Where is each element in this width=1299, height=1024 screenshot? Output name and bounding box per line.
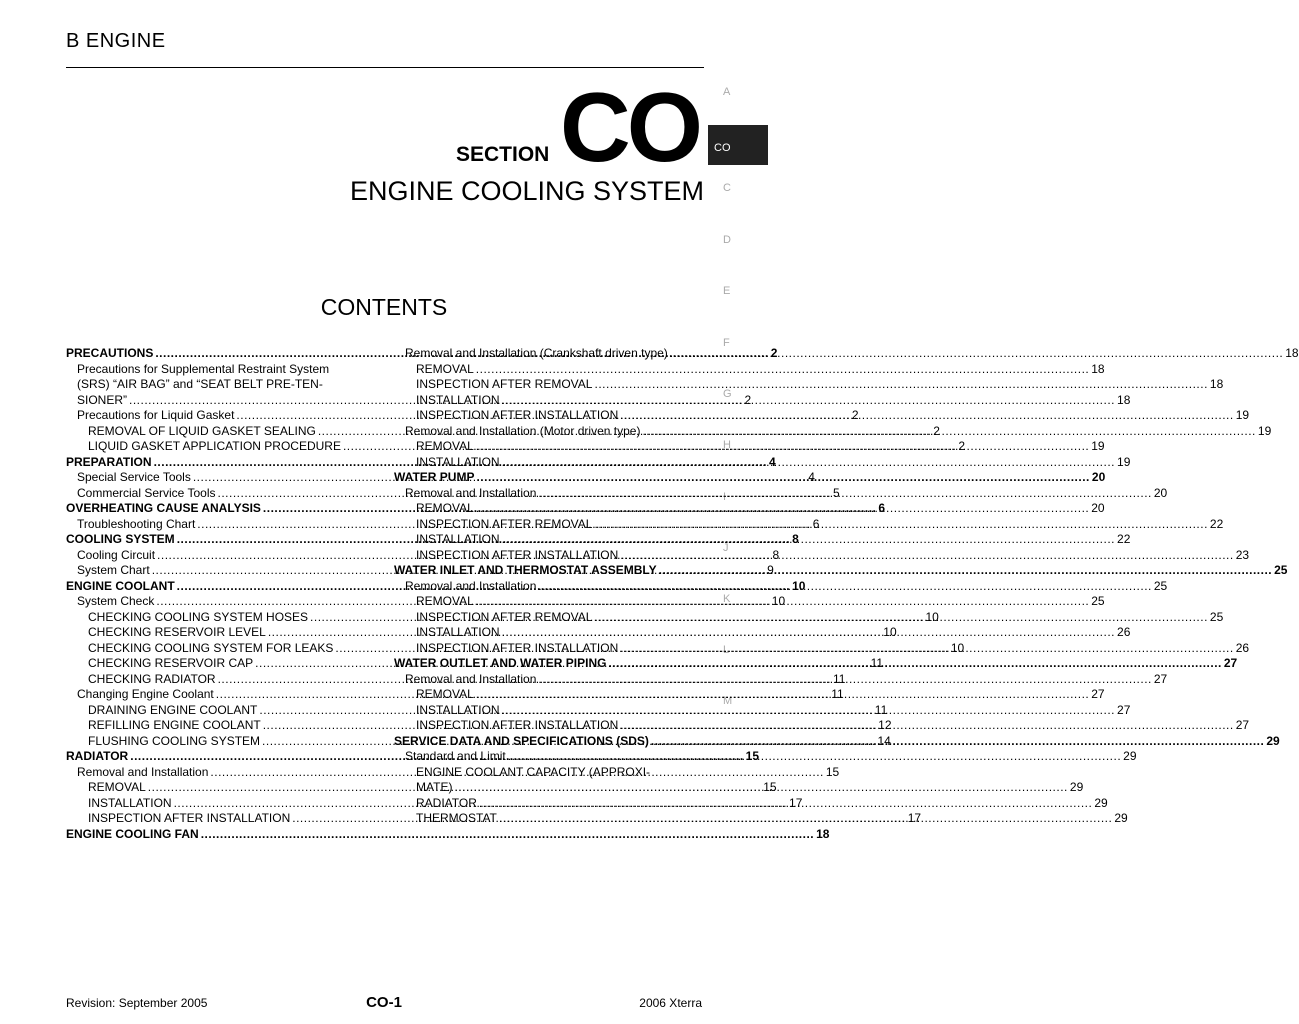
toc-entry-page: 10 xyxy=(925,609,939,624)
toc-entry-title: Removal and Installation xyxy=(405,485,537,500)
toc-entry-page: 22 xyxy=(1117,532,1131,546)
toc-entry-title: INSTALLATION xyxy=(416,454,500,469)
toc-entry-title: Removal and Installation xyxy=(405,671,537,686)
toc-entry-page: 8 xyxy=(792,532,799,546)
toc-entry-page: 14 xyxy=(877,733,891,748)
toc-entry-page: 17 xyxy=(907,811,922,825)
toc-entry-title: DRAINING ENGINE COOLANT xyxy=(88,702,258,717)
toc-entry-page: 15 xyxy=(745,749,760,763)
section-tab-label: CO xyxy=(714,142,731,155)
section-code: CO xyxy=(560,72,699,182)
toc-dot-leader xyxy=(620,408,1233,424)
section-tab-c[interactable] xyxy=(708,176,768,216)
toc-entry-title: Special Service Tools xyxy=(77,470,191,484)
toc-entry-title: Removal and Installation (Motor driven type) xyxy=(405,423,641,438)
toc-entry-page: 15 xyxy=(825,764,840,779)
toc-entry-title: MATE) xyxy=(416,780,453,794)
toc-entry-title: INSPECTION AFTER INSTALLATION xyxy=(88,811,291,825)
toc-entry-page: 25 xyxy=(1091,594,1105,608)
toc-entry-title: INSPECTION AFTER REMOVAL xyxy=(416,377,593,391)
toc-entry-page: 2 xyxy=(744,392,752,407)
toc-entry-page: 27 xyxy=(1153,671,1168,686)
toc-entry-page: 2 xyxy=(770,346,778,360)
toc-entry-title: INSTALLATION xyxy=(416,702,500,717)
toc-entry-page: 12 xyxy=(878,718,892,732)
toc-entry-page: 19 xyxy=(1117,454,1131,469)
toc-entry-title: Commercial Service Tools xyxy=(77,485,216,500)
toc-entry[interactable] xyxy=(394,361,1105,378)
toc-entry-title: System Check xyxy=(77,594,155,608)
toc-entry[interactable] xyxy=(394,485,1168,502)
section-tab-label: K xyxy=(723,593,731,605)
toc-entry-title: Troubleshooting Chart xyxy=(77,516,196,531)
footer-revision: Revision: September 2005 xyxy=(66,996,208,1010)
section-title: ENGINE COOLING SYSTEM xyxy=(349,176,704,206)
toc-entry-title: PREPARATION xyxy=(66,454,152,469)
toc-entry-page: 26 xyxy=(1235,640,1250,655)
section-tab-label: J xyxy=(723,542,729,554)
toc-dot-leader xyxy=(502,393,1115,409)
section-tab-label: A xyxy=(723,86,731,98)
toc-entry[interactable] xyxy=(394,454,1131,471)
toc-entry[interactable] xyxy=(394,470,1106,486)
toc-dot-leader xyxy=(201,827,814,843)
toc-dot-leader xyxy=(651,734,1264,750)
toc-entry-page: 25 xyxy=(1209,609,1224,624)
toc-entry-title: RADIATOR xyxy=(66,749,129,763)
toc-dot-leader xyxy=(659,563,1272,579)
toc-dot-leader xyxy=(670,346,1283,362)
toc-entry[interactable] xyxy=(394,346,1299,362)
toc-entry-page: 8 xyxy=(772,547,780,562)
toc-dot-leader xyxy=(620,641,1233,657)
toc-entry-title: WATER PUMP xyxy=(394,470,475,484)
toc-entry-title: WATER INLET AND THERMOSTAT ASSEMBLY xyxy=(394,563,657,577)
toc-entry-page: 29 xyxy=(1123,749,1137,763)
toc-dot-leader xyxy=(594,517,1207,533)
toc-entry-title: RADIATOR xyxy=(416,795,477,810)
toc-entry-page: 17 xyxy=(789,795,803,810)
toc-dot-leader xyxy=(502,455,1115,471)
toc-entry-page: 4 xyxy=(808,470,815,484)
toc-entry-page: 10 xyxy=(950,640,965,655)
toc-dot-leader xyxy=(620,548,1233,564)
toc-entry-title: CHECKING RADIATOR xyxy=(88,671,216,686)
toc-entry-title: OVERHEATING CAUSE ANALYSIS xyxy=(66,501,261,515)
toc-entry[interactable] xyxy=(394,408,1250,424)
toc-entry-title: Removal and Installation xyxy=(77,764,209,779)
toc-entry-title: Removal and Installation (Crankshaft driven type) xyxy=(405,346,668,360)
toc-dot-leader xyxy=(608,656,1221,672)
toc-entry-page: 25 xyxy=(1153,578,1168,593)
toc-dot-leader xyxy=(502,703,1115,719)
toc-entry-title: COOLING SYSTEM xyxy=(66,532,175,546)
toc-entry-title: INSPECTION AFTER INSTALLATION xyxy=(416,718,619,732)
toc-entry-title: Standard and Limit xyxy=(405,749,506,763)
toc-entry-title: INSTALLATION xyxy=(88,795,172,810)
toc-entry-page: 19 xyxy=(1257,423,1272,438)
toc-entry-page: 27 xyxy=(1223,656,1238,670)
toc-dot-leader xyxy=(594,377,1207,393)
toc-entry[interactable] xyxy=(394,501,1105,517)
toc-entry[interactable] xyxy=(66,826,830,843)
toc-entry-page: 18 xyxy=(1285,346,1299,360)
toc-entry-title: INSTALLATION xyxy=(416,625,500,639)
toc-dot-leader xyxy=(538,579,1151,595)
toc-entry-title: CHECKING COOLING SYSTEM FOR LEAKS xyxy=(88,640,334,655)
toc-entry-title: Cooling Circuit xyxy=(77,547,156,562)
section-tab-e[interactable] xyxy=(708,279,768,319)
section-tab-label: M xyxy=(723,695,733,707)
toc-entry-title: INSTALLATION xyxy=(416,532,500,546)
toc-entry-page: 10 xyxy=(883,625,897,639)
toc-entry[interactable] xyxy=(394,563,1288,579)
toc-entry-text: ENGINE COOLANT CAPACITY (APPROXI- xyxy=(416,764,651,779)
toc-entry-page: 11 xyxy=(831,687,844,701)
toc-entry-title: REMOVAL xyxy=(416,501,474,515)
toc-entry-title: SERVICE DATA AND SPECIFICATIONS (SDS) xyxy=(394,733,649,748)
toc-entry-page: 6 xyxy=(812,516,820,531)
toc-entry-title: REFILLING ENGINE COOLANT xyxy=(88,718,261,732)
toc-entry[interactable] xyxy=(394,532,1131,548)
toc-entry-title: REMOVAL OF LIQUID GASKET SEALING xyxy=(88,423,316,438)
toc-entry-title: INSTALLATION xyxy=(416,392,500,407)
toc-dot-leader xyxy=(476,687,1089,703)
section-tab-label: L xyxy=(723,644,730,656)
toc-entry-page: 29 xyxy=(1266,733,1280,748)
header-rule xyxy=(66,67,704,68)
toc-entry-page: 2 xyxy=(851,408,859,422)
contents-heading: CONTENTS xyxy=(320,294,448,320)
toc-dot-leader xyxy=(502,532,1115,548)
toc-entry-title: INSPECTION AFTER INSTALLATION xyxy=(416,408,619,422)
toc-entry-title: SIONER” xyxy=(77,392,128,407)
toc-entry-title: Removal and Installation xyxy=(405,578,537,593)
toc-entry-page: 18 xyxy=(1209,377,1224,391)
section-tab-label: C xyxy=(723,182,731,194)
toc-entry[interactable] xyxy=(394,392,1131,409)
toc-entry-title: CHECKING COOLING SYSTEM HOSES xyxy=(88,609,309,624)
toc-dot-leader xyxy=(538,672,1151,688)
toc-entry-page: 18 xyxy=(1091,361,1105,376)
toc-entry-page: 5 xyxy=(832,485,840,500)
toc-dot-leader xyxy=(642,424,1255,440)
toc-entry-title: REMOVAL xyxy=(416,594,474,608)
toc-entry-page: 10 xyxy=(771,594,786,608)
toc-entry-title: REMOVAL xyxy=(416,687,474,701)
toc-entry[interactable] xyxy=(394,516,1224,533)
toc-entry-title: INSPECTION AFTER REMOVAL xyxy=(416,516,593,531)
toc-entry-page: 26 xyxy=(1117,625,1131,639)
running-header: B ENGINE xyxy=(66,30,166,52)
toc-entry[interactable] xyxy=(394,547,1250,564)
toc-entry-page: 11 xyxy=(870,656,884,670)
toc-entry-title: Changing Engine Coolant xyxy=(77,687,214,701)
toc-entry-page: 29 xyxy=(1114,811,1128,825)
toc-entry-page: 25 xyxy=(1274,563,1288,577)
toc-entry-page: 23 xyxy=(1235,547,1250,562)
footer-page-number: CO-1 xyxy=(366,994,402,1011)
toc-entry-page: 19 xyxy=(1235,408,1250,422)
toc-entry[interactable] xyxy=(394,439,1105,455)
toc-entry-page: 6 xyxy=(878,501,886,515)
toc-dot-leader xyxy=(499,811,1112,827)
section-tab-label: D xyxy=(723,234,731,246)
toc-entry-page: 19 xyxy=(1091,439,1105,453)
toc-entry-title: WATER OUTLET AND WATER PIPING xyxy=(394,656,607,670)
toc-entry-title: CHECKING RESERVOIR LEVEL xyxy=(88,625,266,639)
toc-entry-title: ENGINE COOLANT xyxy=(66,578,175,593)
toc-entry-title: THERMOSTAT xyxy=(416,811,497,825)
toc-entry-page: 2 xyxy=(958,439,966,453)
toc-entry-page: 10 xyxy=(792,578,806,593)
section-tab-label: G xyxy=(723,388,732,400)
toc-entry-title: INSPECTION AFTER INSTALLATION xyxy=(416,547,619,562)
toc-entry-page: 9 xyxy=(767,563,774,577)
toc-entry-page: 29 xyxy=(1069,780,1084,794)
toc-entry-title: FLUSHING COOLING SYSTEM xyxy=(88,733,261,748)
toc-entry-page: 4 xyxy=(769,454,776,469)
toc-entry-title: REMOVAL xyxy=(88,780,146,794)
toc-entry-title: ENGINE COOLING FAN xyxy=(66,826,199,841)
toc-entry-page: 20 xyxy=(1091,470,1106,484)
toc-dot-leader xyxy=(476,501,1089,517)
toc-dot-leader xyxy=(620,718,1233,734)
toc-entry-page: 27 xyxy=(1091,687,1105,701)
toc-dot-leader xyxy=(594,610,1207,626)
section-label: SECTION xyxy=(456,143,550,166)
toc-entry-page: 15 xyxy=(763,780,777,794)
section-tab-label: H xyxy=(723,439,731,451)
toc-entry-title: Precautions for Liquid Gasket xyxy=(77,408,235,422)
toc-entry-page: 2 xyxy=(933,423,940,438)
section-tab-label: E xyxy=(723,285,731,297)
section-tab-d[interactable] xyxy=(708,228,768,268)
section-tab-a[interactable] xyxy=(708,80,768,120)
toc-entry-page: 18 xyxy=(1117,392,1131,407)
toc-dot-leader xyxy=(538,486,1151,502)
toc-entry-title: System Chart xyxy=(77,563,150,577)
toc-entry-page: 27 xyxy=(1235,718,1250,732)
toc-entry-text: Precautions for Supplemental Restraint System xyxy=(77,361,330,376)
toc-dot-leader xyxy=(479,796,1092,812)
toc-dot-leader xyxy=(454,780,1067,796)
toc-entry-page: 27 xyxy=(1117,702,1131,717)
toc-entry-title: LIQUID GASKET APPLICATION PROCEDURE xyxy=(88,439,341,453)
toc-entry-page: 22 xyxy=(1209,516,1224,531)
toc-entry-title: REMOVAL xyxy=(416,439,474,453)
toc-entry-page: 11 xyxy=(874,702,888,717)
toc-entry-page: 18 xyxy=(816,826,830,841)
toc-entry-page: 20 xyxy=(1091,501,1105,515)
toc-entry-page: 20 xyxy=(1153,485,1168,500)
toc-entry[interactable] xyxy=(394,423,1272,440)
toc-dot-leader xyxy=(476,594,1089,610)
toc-entry-title: INSPECTION AFTER REMOVAL xyxy=(416,609,593,624)
section-tab-co[interactable] xyxy=(708,125,768,165)
toc-entry-page: 29 xyxy=(1094,795,1108,810)
toc-dot-leader xyxy=(476,362,1089,378)
toc-entry-title: REMOVAL xyxy=(416,361,474,376)
toc-entry[interactable] xyxy=(394,377,1224,393)
section-tab-label: F xyxy=(723,337,730,349)
toc-entry-title: INSPECTION AFTER INSTALLATION xyxy=(416,640,619,655)
toc-dot-leader xyxy=(508,749,1121,765)
toc-entry-title: CHECKING RESERVOIR CAP xyxy=(88,656,254,670)
toc-entry-text: (SRS) “AIR BAG” and “SEAT BELT PRE-TEN- xyxy=(77,377,323,391)
toc-dot-leader xyxy=(502,625,1115,641)
toc-entry-page: 11 xyxy=(833,671,846,686)
section-tab-label: I xyxy=(723,491,727,503)
toc-dot-leader xyxy=(476,439,1089,455)
footer-model: 2006 Xterra xyxy=(639,996,702,1010)
toc-dot-leader xyxy=(476,470,1089,486)
toc-entry-title: PRECAUTIONS xyxy=(66,346,154,360)
